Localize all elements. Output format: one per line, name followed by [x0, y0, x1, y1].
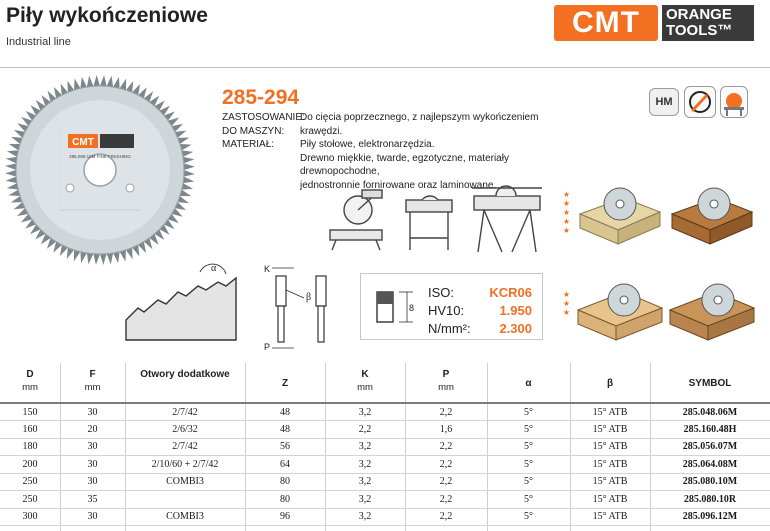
- blade-tooth: [182, 183, 193, 189]
- softwood-cut-illustration: [574, 276, 664, 348]
- blade-tooth: [87, 76, 94, 87]
- table-row: [0, 456, 770, 474]
- cell-holes: [125, 491, 245, 509]
- stationary-saw-icon: [406, 196, 452, 250]
- product-code: 285-294: [222, 86, 300, 109]
- spec-value: Drewno miękkie, twarde, egzotyczne, materiały drewnopochodne,: [300, 152, 509, 177]
- strength-value: 2.300: [499, 321, 532, 336]
- blade-tooth: [184, 163, 195, 170]
- spec-value: Do cięcia poprzecznego, z najlepszym wykończeniem krawędzi.: [300, 112, 539, 137]
- chipboard-cut-illustration: [574, 180, 664, 252]
- cell-z: 80: [245, 491, 325, 509]
- logo-orange-tools: [662, 5, 754, 41]
- cell-symbol: 285.080.10M: [650, 473, 770, 491]
- cell-d: 250: [0, 491, 60, 509]
- cell-f: 30: [60, 456, 125, 474]
- cell-d: 200: [0, 456, 60, 474]
- table-row: [0, 473, 770, 491]
- blade-tooth: [100, 254, 107, 265]
- cell-z: 64: [245, 456, 325, 474]
- cell-alpha: 5°: [487, 473, 570, 491]
- cell-holes: 2/7/42: [125, 438, 245, 456]
- spec-value: Piły stołowe, elektronarzędzia.: [300, 139, 435, 150]
- blade-tooth: [5, 170, 16, 177]
- blade-tooth: [183, 157, 194, 164]
- logo-cmt: CMT: [554, 5, 658, 41]
- carbide-tip-icon: [369, 284, 419, 330]
- k-label: K: [264, 264, 271, 274]
- cell-alpha: 5°: [487, 403, 570, 421]
- rating-stars-bottom: [561, 290, 571, 320]
- header-holes: Otwory dodatkowe: [140, 369, 230, 380]
- cell-beta: 15° ATB: [570, 438, 650, 456]
- cell-f: 20: [60, 421, 125, 439]
- cell-z: 96: [245, 508, 325, 526]
- blade-tooth: [107, 253, 114, 264]
- cell-alpha: 5°: [487, 421, 570, 439]
- blade-tooth: [100, 75, 107, 86]
- hm-badge: HM: [649, 88, 679, 116]
- cell-p: 2,2: [405, 456, 487, 474]
- blade-tooth: [6, 177, 17, 184]
- header-z: Z: [281, 378, 289, 389]
- spec-label: DO MASZYN:: [222, 125, 285, 137]
- page-title: Piły wykończeniowe: [6, 4, 208, 27]
- cell-alpha: 5°: [487, 456, 570, 474]
- cell-alpha: 5°: [487, 508, 570, 526]
- tooth-geometry-diagram: [118, 262, 348, 362]
- spec-labels: [222, 111, 305, 152]
- blade-brand: CMT: [72, 137, 94, 148]
- cell-d: 300: [0, 508, 60, 526]
- table-row: [0, 508, 770, 526]
- blade-tooth: [7, 150, 18, 156]
- cell-z: 48: [245, 403, 325, 421]
- stars-top: ★★★★★: [562, 190, 571, 235]
- cell-holes: 2/6/32: [125, 421, 245, 439]
- cell-symbol: 285.160.48H: [650, 421, 770, 439]
- header-k: K mm: [357, 369, 373, 393]
- cell-k: 3,2: [325, 491, 405, 509]
- cell-d: 160: [0, 421, 60, 439]
- blade-text: 285.080.10M FINE FINISHING: [69, 154, 131, 159]
- blade-tooth: [7, 183, 19, 189]
- cell-beta: 15° ATB: [570, 456, 650, 474]
- saw-blade-image: [0, 70, 200, 270]
- table-row: [0, 421, 770, 439]
- hand-tool-icon: [684, 86, 716, 118]
- cell-holes: COMBI3: [125, 473, 245, 491]
- rating-stars-top: [561, 190, 571, 238]
- header-alpha: α: [525, 378, 532, 389]
- cell-p: 2,2: [405, 438, 487, 456]
- blade-tooth: [113, 77, 119, 88]
- table-saw-icon: [720, 86, 748, 118]
- table-row: [0, 403, 770, 421]
- cell-p: 2,2: [405, 491, 487, 509]
- iso-label: ISO:: [428, 285, 455, 300]
- cell-p: 1,6: [405, 421, 487, 439]
- cell-symbol: 285.056.07M: [650, 438, 770, 456]
- cell-beta: 15° ATB: [570, 473, 650, 491]
- blade-tooth: [183, 177, 194, 184]
- blade-tooth: [87, 253, 94, 264]
- cell-beta: 15° ATB: [570, 403, 650, 421]
- blade-tooth: [107, 76, 114, 87]
- machine-illustrations: [322, 178, 548, 258]
- cell-symbol: 285.096.12M: [650, 508, 770, 526]
- strength-label: N/mm²:: [428, 321, 471, 336]
- header-beta: β: [606, 378, 614, 389]
- page-subtitle: Industrial line: [6, 36, 71, 48]
- table-row: [0, 438, 770, 456]
- cell-z: 56: [245, 438, 325, 456]
- cell-holes: 2/7/42: [125, 403, 245, 421]
- cell-holes: COMBI3: [125, 508, 245, 526]
- cell-k: 3,2: [325, 456, 405, 474]
- table-header-row: [0, 363, 770, 403]
- cell-f: 30: [60, 508, 125, 526]
- logo-line1: ORANGE: [666, 6, 732, 23]
- blade-tooth: [182, 150, 194, 156]
- logo-line2: TOOLS™: [666, 22, 733, 39]
- tip-height-label: 8: [409, 303, 415, 313]
- cell-k: 3,2: [325, 508, 405, 526]
- cell-beta: 15° ATB: [570, 421, 650, 439]
- miter-saw-icon: [330, 190, 382, 250]
- cell-beta: 15° ATB: [570, 491, 650, 509]
- blade-tooth: [80, 77, 86, 89]
- cell-p: 2,2: [405, 403, 487, 421]
- brand-logo: [554, 5, 754, 41]
- blade-tooth: [80, 252, 86, 263]
- table-saw-stand-icon: [472, 186, 542, 252]
- cell-k: 2,2: [325, 421, 405, 439]
- p-label: P: [264, 342, 271, 352]
- stars-bottom: ★★★: [562, 290, 571, 317]
- blade-tooth: [5, 163, 16, 170]
- table-row: [0, 491, 770, 509]
- material-spec-box: [360, 273, 543, 340]
- cell-k: 3,2: [325, 438, 405, 456]
- cell-k: 3,2: [325, 473, 405, 491]
- cell-p: 2,2: [405, 508, 487, 526]
- hv10-value: 1.950: [499, 303, 532, 318]
- cell-symbol: 285.080.10R: [650, 491, 770, 509]
- cell-p: 2,2: [405, 473, 487, 491]
- spec-value: jednostronnie fornirowane oraz laminowane.: [300, 179, 497, 191]
- cell-symbol: 285.048.06M: [650, 403, 770, 421]
- cell-holes: 2/10/60 + 2/7/42: [125, 456, 245, 474]
- blade-tooth: [184, 170, 195, 177]
- beta-label: β: [306, 292, 312, 303]
- cell-f: 35: [60, 491, 125, 509]
- cell-d: 180: [0, 438, 60, 456]
- cell-symbol: 285.064.08M: [650, 456, 770, 474]
- cell-f: 30: [60, 438, 125, 456]
- cell-z: 48: [245, 421, 325, 439]
- blade-tooth: [93, 75, 100, 86]
- header-p: P mm: [438, 369, 454, 393]
- specifications-table: [0, 363, 770, 526]
- header-f: F mm: [84, 369, 101, 393]
- cell-beta: 15° ATB: [570, 508, 650, 526]
- header-d: D mm: [22, 369, 38, 393]
- cell-k: 3,2: [325, 403, 405, 421]
- alpha-label: α: [211, 263, 217, 274]
- hardwood-cut-illustration: [666, 276, 756, 348]
- spec-label: ZASTOSOWANIE:: [222, 112, 305, 123]
- laminate-cut-illustration: [666, 180, 756, 252]
- cell-d: 150: [0, 403, 60, 421]
- blade-tooth: [93, 254, 100, 265]
- cell-z: 80: [245, 473, 325, 491]
- spec-label: MATERIAŁ:: [222, 139, 275, 150]
- iso-value: KCR06: [489, 285, 532, 300]
- header-divider: [0, 67, 770, 68]
- header-symbol: SYMBOL: [688, 378, 732, 389]
- hv10-label: HV10:: [428, 303, 465, 318]
- cell-alpha: 5°: [487, 438, 570, 456]
- cell-f: 30: [60, 473, 125, 491]
- cell-d: 250: [0, 473, 60, 491]
- cell-f: 30: [60, 403, 125, 421]
- blade-tooth: [6, 157, 17, 164]
- cell-alpha: 5°: [487, 491, 570, 509]
